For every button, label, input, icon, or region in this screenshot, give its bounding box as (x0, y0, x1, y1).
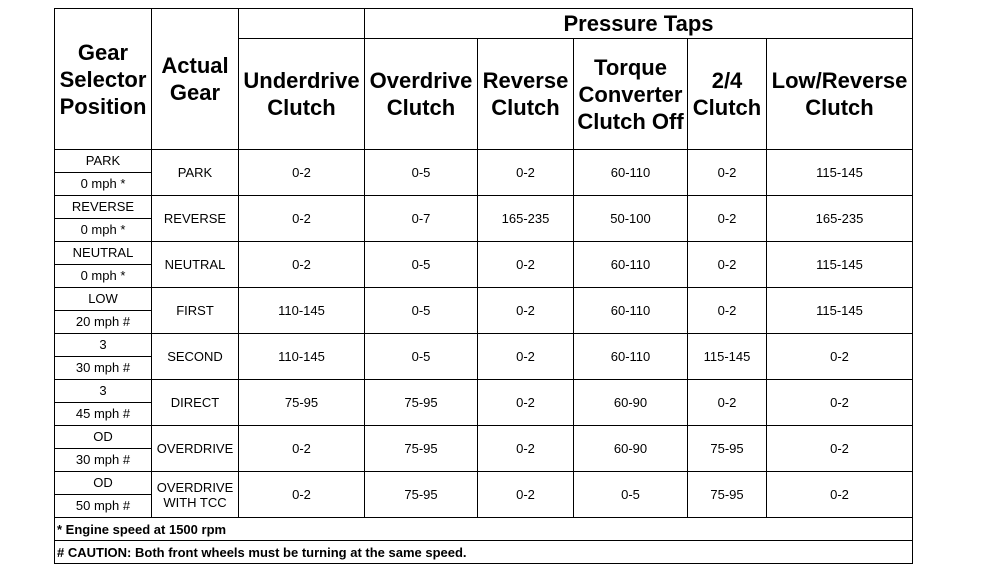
pressure-value-cell: 0-2 (239, 472, 365, 518)
gear-selector-cell: 3 (55, 380, 152, 403)
overdrive-clutch-header: Overdrive Clutch (365, 39, 478, 150)
pressure-value-cell: 0-2 (688, 380, 767, 426)
actual-gear-cell: SECOND (152, 334, 239, 380)
actual-gear-cell: DIRECT (152, 380, 239, 426)
pressure-value-cell: 0-5 (365, 150, 478, 196)
table-row (55, 380, 913, 403)
pressure-value-cell: 60-90 (574, 426, 688, 472)
gear-selector-cell: LOW (55, 288, 152, 311)
speed-cell: 0 mph * (55, 173, 152, 196)
pressure-value-cell: 115-145 (767, 288, 913, 334)
pressure-value-cell: 0-2 (478, 334, 574, 380)
two-four-clutch-header: 2/4 Clutch (688, 39, 767, 150)
gear-selector-cell: OD (55, 472, 152, 495)
pressure-value-cell: 0-2 (478, 472, 574, 518)
pressure-value-cell: 115-145 (767, 150, 913, 196)
speed-cell: 50 mph # (55, 495, 152, 518)
actual-gear-cell: OVERDRIVE (152, 426, 239, 472)
pressure-value-cell: 0-2 (478, 242, 574, 288)
pressure-value-cell: 110-145 (239, 334, 365, 380)
pressure-test-chart (54, 8, 913, 564)
table-row (55, 334, 913, 357)
pressure-value-cell: 0-2 (688, 288, 767, 334)
table-row (55, 242, 913, 265)
gear-selector-cell: NEUTRAL (55, 242, 152, 265)
pressure-value-cell: 0-5 (365, 334, 478, 380)
actual-gear-cell: PARK (152, 150, 239, 196)
pressure-value-cell: 115-145 (688, 334, 767, 380)
engine-speed-note: * Engine speed at 1500 rpm (55, 518, 913, 541)
actual-gear-cell: NEUTRAL (152, 242, 239, 288)
gear-selector-cell: REVERSE (55, 196, 152, 219)
pressure-value-cell: 0-2 (767, 334, 913, 380)
pressure-value-cell: 75-95 (239, 380, 365, 426)
blank-header-cell (239, 9, 365, 39)
pressure-value-cell: 0-2 (767, 472, 913, 518)
actual-gear-cell: OVERDRIVE WITH TCC (152, 472, 239, 518)
pressure-value-cell: 0-2 (767, 426, 913, 472)
pressure-value-cell: 110-145 (239, 288, 365, 334)
pressure-value-cell: 0-2 (478, 380, 574, 426)
pressure-value-cell: 0-2 (478, 150, 574, 196)
pressure-value-cell: 60-110 (574, 242, 688, 288)
pressure-value-cell: 0-2 (688, 150, 767, 196)
pressure-value-cell: 0-2 (478, 426, 574, 472)
pressure-value-cell: 115-145 (767, 242, 913, 288)
pressure-value-cell: 75-95 (688, 426, 767, 472)
table-row (55, 288, 913, 311)
pressure-value-cell: 0-2 (688, 196, 767, 242)
gear-selector-position-header: Gear Selector Position (55, 9, 152, 150)
pressure-value-cell: 0-5 (574, 472, 688, 518)
actual-gear-header: Actual Gear (152, 9, 239, 150)
pressure-value-cell: 60-110 (574, 334, 688, 380)
gear-selector-cell: OD (55, 426, 152, 449)
pressure-value-cell: 165-235 (478, 196, 574, 242)
pressure-value-cell: 0-5 (365, 288, 478, 334)
gear-selector-cell: 3 (55, 334, 152, 357)
reverse-clutch-header: Reverse Clutch (478, 39, 574, 150)
pressure-value-cell: 0-2 (239, 196, 365, 242)
pressure-value-cell: 75-95 (365, 426, 478, 472)
pressure-value-cell: 0-2 (239, 242, 365, 288)
pressure-value-cell: 0-2 (239, 426, 365, 472)
pressure-taps-header: Pressure Taps (365, 9, 913, 39)
speed-cell: 0 mph * (55, 265, 152, 288)
pressure-value-cell: 0-2 (239, 150, 365, 196)
underdrive-clutch-header: Underdrive Clutch (239, 39, 365, 150)
table-row (55, 472, 913, 495)
speed-cell: 20 mph # (55, 311, 152, 334)
low-reverse-clutch-header: Low/Reverse Clutch (767, 39, 913, 150)
pressure-value-cell: 0-7 (365, 196, 478, 242)
speed-cell: 30 mph # (55, 357, 152, 380)
torque-converter-clutch-off-header: Torque Converter Clutch Off (574, 39, 688, 150)
pressure-value-cell: 75-95 (365, 472, 478, 518)
pressure-value-cell: 60-90 (574, 380, 688, 426)
pressure-value-cell: 0-2 (478, 288, 574, 334)
actual-gear-cell: REVERSE (152, 196, 239, 242)
speed-cell: 0 mph * (55, 219, 152, 242)
pressure-value-cell: 0-5 (365, 242, 478, 288)
pressure-value-cell: 60-110 (574, 288, 688, 334)
pressure-table (54, 8, 913, 564)
caution-note: # CAUTION: Both front wheels must be turning at the same speed. (55, 541, 913, 564)
speed-cell: 45 mph # (55, 403, 152, 426)
pressure-value-cell: 75-95 (688, 472, 767, 518)
actual-gear-cell: FIRST (152, 288, 239, 334)
pressure-value-cell: 50-100 (574, 196, 688, 242)
speed-cell: 30 mph # (55, 449, 152, 472)
pressure-value-cell: 75-95 (365, 380, 478, 426)
pressure-value-cell: 60-110 (574, 150, 688, 196)
table-row (55, 150, 913, 173)
table-row (55, 426, 913, 449)
gear-selector-cell: PARK (55, 150, 152, 173)
pressure-value-cell: 165-235 (767, 196, 913, 242)
pressure-value-cell: 0-2 (688, 242, 767, 288)
pressure-value-cell: 0-2 (767, 380, 913, 426)
table-row (55, 196, 913, 219)
